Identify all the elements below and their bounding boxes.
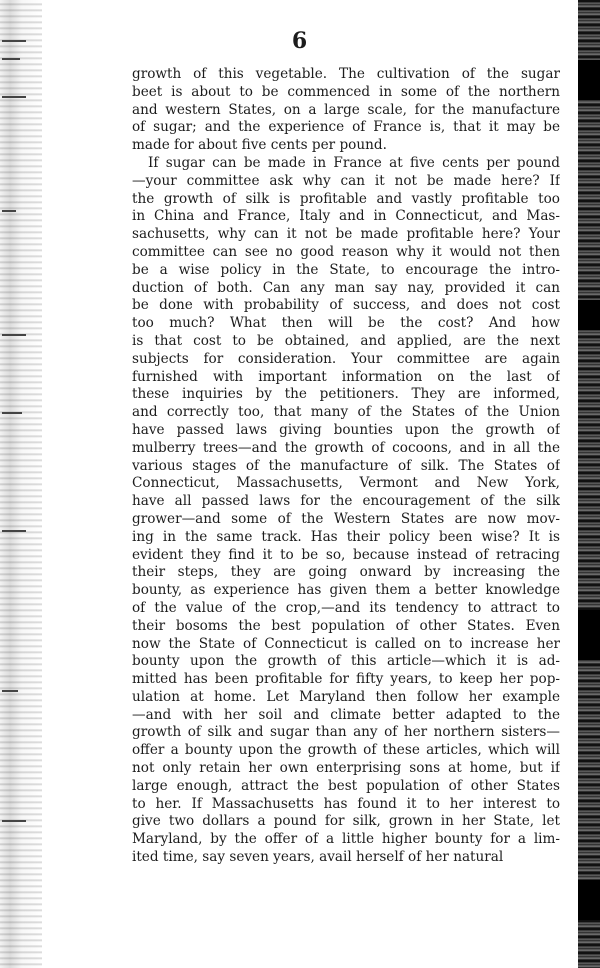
text-line: bounty upon the growth of this article—which it is ad- xyxy=(132,653,560,670)
text-line: growth of silk and sugar than any of her northern sisters— xyxy=(132,724,560,741)
text-line: beet is about to be commenced in some of the northern xyxy=(132,83,560,100)
text-line: be a wise policy in the State, to encourage the intro- xyxy=(132,261,560,278)
text-line: give two dollars a pound for silk, grown in her State, let xyxy=(132,813,560,830)
text-line: in China and France, Italy and in Connecticut, and Mas- xyxy=(132,208,560,225)
text-line: duction of both. Can any man say nay, provided it can xyxy=(132,279,560,296)
scan-right-edge xyxy=(578,0,600,968)
text-line: and western States, on a large scale, for the manufacture xyxy=(132,101,560,118)
text-line: too much? What then will be the cost? And how xyxy=(132,315,560,332)
text-line: of the value of the crop,—and its tendency to attract to xyxy=(132,599,560,616)
text-line: to her. If Massachusetts has found it to her interest to xyxy=(132,795,560,812)
text-line: If sugar can be made in France at five cents per pound xyxy=(148,154,560,171)
text-line: is that cost to be obtained, and applied, are the next xyxy=(132,332,560,349)
text-line: large enough, attract the best population of other States xyxy=(132,777,560,794)
text-line: offer a bounty upon the growth of these articles, which will xyxy=(132,742,560,759)
text-line: grower—and some of the Western States are now mov- xyxy=(132,510,560,527)
text-line: the growth of silk is profitable and vastly profitable too xyxy=(132,190,560,207)
text-line: various stages of the manufacture of silk. The States of xyxy=(132,457,560,474)
text-line: sachusetts, why can it not be made profitable here? Your xyxy=(132,226,560,243)
text-line: Maryland, by the offer of a little higher bounty for a lim- xyxy=(132,831,560,848)
text-line: ulation at home. Let Maryland then follow her example xyxy=(132,688,560,705)
text-line: growth of this vegetable. The cultivation of the sugar xyxy=(132,66,560,82)
text-line: of sugar; and the experience of France is, that it may be xyxy=(132,119,560,136)
text-line: be done with probability of success, and does not cost xyxy=(132,297,560,314)
scan-left-edge xyxy=(0,0,42,968)
text-line: subjects for consideration. Your committee are again xyxy=(132,350,560,367)
text-line: —and with her soil and climate better adapted to the xyxy=(132,706,560,723)
text-line: —your committee ask why can it not be made here? If xyxy=(132,172,560,189)
text-line: ing in the same track. Has their policy been wise? It is xyxy=(132,528,560,545)
text-line: committee can see no good reason why it would not then xyxy=(132,243,560,260)
body-text xyxy=(132,66,560,867)
text-line: Connecticut, Massachusetts, Vermont and New York, xyxy=(132,475,560,492)
text-line: ited time, say seven years, avail herself of her natural xyxy=(132,849,504,866)
text-line: their steps, they are going onward by increasing the xyxy=(132,564,560,581)
text-line: bounty, as experience has given them a better knowledge xyxy=(132,582,560,599)
text-line: furnished with important information on the last of xyxy=(132,368,560,385)
text-line: now the State of Connecticut is called on to increase her xyxy=(132,635,560,652)
text-line: their bosoms the best population of other States. Even xyxy=(132,617,560,634)
text-line: mulberry trees—and the growth of cocoons, and in all the xyxy=(132,439,560,456)
text-line: evident they find it to be so, because instead of retracing xyxy=(132,546,560,563)
text-line: mitted has been profitable for fifty years, to keep her pop- xyxy=(132,671,560,688)
text-line: made for about five cents per pound. xyxy=(132,137,387,154)
text-line: not only retain her own enterprising sons at home, but if xyxy=(132,760,560,777)
text-line: have passed laws giving bounties upon the growth of xyxy=(132,421,560,438)
page-number: 6 xyxy=(291,28,309,54)
text-line: have all passed laws for the encouragement of the silk xyxy=(132,493,560,510)
text-line: these inquiries by the petitioners. They are informed, xyxy=(132,386,560,403)
text-line: and correctly too, that many of the States of the Union xyxy=(132,404,560,421)
